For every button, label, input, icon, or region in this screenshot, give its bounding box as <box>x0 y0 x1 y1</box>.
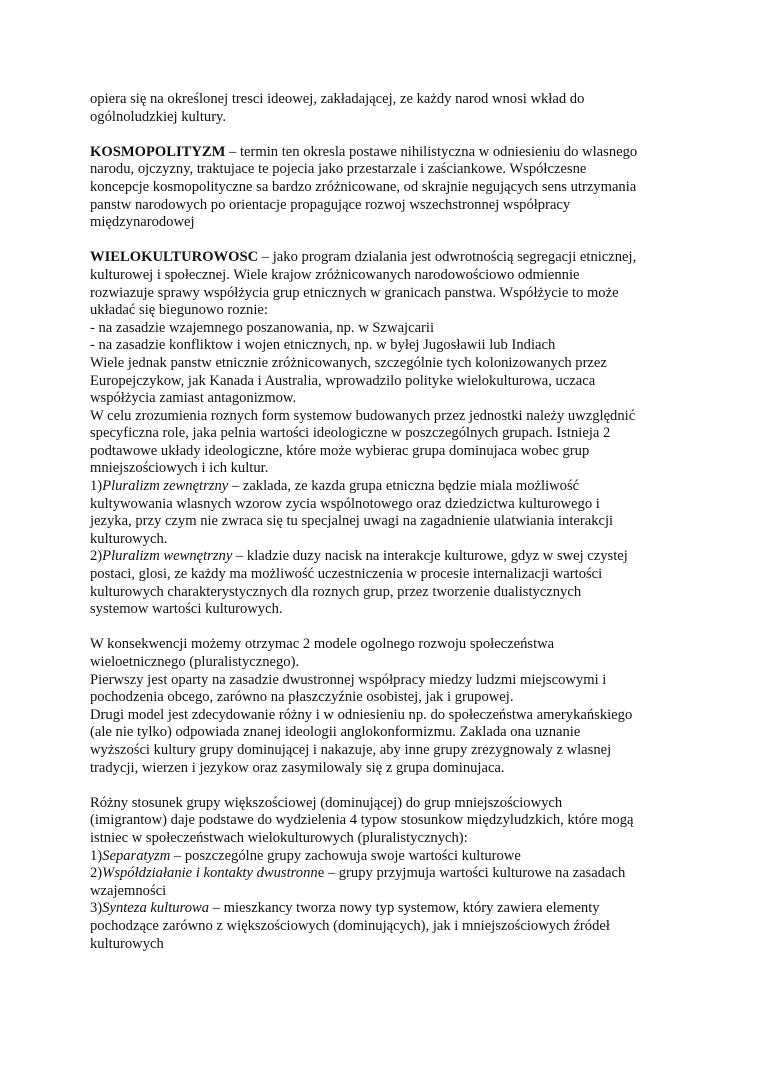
text-line <box>90 672 675 690</box>
text-line <box>90 337 675 355</box>
text-line <box>90 900 675 918</box>
text-line <box>90 390 675 408</box>
text-line <box>90 443 675 461</box>
text-run: 3) <box>90 900 103 917</box>
text-run: wyższości kultury grupy dominującej i nakazuje, aby inne grupy zrezygnowaly z wlasnej <box>90 741 612 758</box>
text-run: 2) <box>90 865 103 882</box>
text-line <box>90 918 675 936</box>
text-run: postaci, glosi, ze każdy ma możliwość uczestniczenia w procesie internalizacji wartości <box>90 566 603 583</box>
text-run: układać się biegunowo roznie: <box>90 302 268 319</box>
text-run: kulturowej i społecznej. Wiele krajow zróżnicowanych narodowościowo odmiennie <box>90 266 580 283</box>
text-run: tradycji, wierzen i jezykow oraz zasymilowaly się z grupa dominujaca. <box>90 759 505 776</box>
text-run: – termin ten okresla postawe nihilistyczna w odniesieniu do wlasnego <box>225 143 638 160</box>
text-line <box>90 267 675 285</box>
text-line <box>90 742 675 760</box>
text-run: kulturowych charakterystycznych dla roznych grup, przez tworzenie dualistycznych <box>90 583 582 600</box>
text-line <box>90 566 675 584</box>
text-line <box>90 320 675 338</box>
text-run: Drugi model jest zdecydowanie różny i w odniesieniu np. do społeczeństwa amerykańskiego <box>90 706 633 723</box>
text-run: rozwiazuje sprawy współżycia grup etnicznych w granicach panstwa. Współżycie to może <box>90 284 619 301</box>
text-line <box>90 636 675 654</box>
text-run: – poszczególne grupy zachowuja swoje wartości kulturowe <box>170 847 521 864</box>
text-run: współżycia zamiast antagonizmow. <box>90 390 297 407</box>
text-line <box>90 373 675 391</box>
text-run: – zaklada, ze kazda grupa etniczna będzie miala możliwość <box>228 478 580 495</box>
text-run: – kladzie duzy nacisk na interakcje kulturowe, gdyz w swej czystej <box>232 548 628 565</box>
text-line <box>90 936 675 954</box>
text-run: Różny stosunek grupy większościowej (dominującej) do grup mniejszościowych <box>90 794 563 811</box>
text-line <box>90 812 675 830</box>
text-run: wieloetnicznego (pluralistycznego). <box>90 654 300 670</box>
blank-line <box>90 619 675 637</box>
text-run: W celu zrozumienia roznych form systemow budowanych przez jednostki należy uwzględnić <box>90 407 636 424</box>
text-line <box>90 214 675 232</box>
italic-term: Pluralizm wewnętrzny <box>102 548 233 565</box>
text-run: narodu, ojczyzny, traktujace te pojecia jako przestarzale i zaściankowe. Współczesne <box>90 161 587 178</box>
text-line <box>90 355 675 373</box>
text-line <box>90 707 675 725</box>
bold-term: KOSMOPOLITYZM <box>90 143 226 160</box>
italic-term: Pluralizm zewnętrzny <box>102 478 229 495</box>
text-run: - na zasadzie konfliktow i wojen etnicznych, np. w byłej Jugosławii lub Indiach <box>90 337 556 354</box>
blank-line <box>90 777 675 795</box>
text-run: – mieszkancy tworza nowy typ systemow, który zawiera elementy <box>209 900 600 917</box>
blank-line <box>90 232 675 250</box>
text-run: – jako program dzialania jest odwrotnością segregacji etnicznej, <box>258 249 637 266</box>
blank-line <box>90 126 675 144</box>
text-run: 1) <box>90 847 103 864</box>
text-line <box>90 109 675 127</box>
text-line <box>90 425 675 443</box>
text-line <box>90 724 675 742</box>
text-run: (imigrantow) daje podstawe do wydzielenia 4 typow stosunkow międzyludzkich, które mogą <box>90 812 634 829</box>
text-run: - na zasadzie wzajemnego poszanowania, np. w Szwajcarii <box>90 319 435 336</box>
text-line <box>90 478 675 496</box>
italic-term: Współdziałanie i kontakty dwustronn <box>102 865 318 882</box>
text-run: kultywowania wlasnych wzorow zycia wspólnotowego oraz dziedzictwa kulturowego i <box>90 495 600 512</box>
text-run: ogólnoludzkiej kultury. <box>90 108 227 125</box>
text-run: panstw narodowych po orientacje propagujące rozwoj wszechstronnej współpracy <box>90 196 571 213</box>
text-run: międzynarodowej <box>90 214 195 231</box>
text-run: 1) <box>90 478 103 495</box>
text-run: (ale nie tylko) odpowiada znanej ideologii anglokonformizmu. Zaklada ona uznanie <box>90 724 581 741</box>
text-line <box>90 144 675 162</box>
text-run: 2) <box>90 548 103 565</box>
text-line <box>90 179 675 197</box>
text-line <box>90 548 675 566</box>
text-run: Wiele jednak panstw etnicznie zróżnicowanych, szczególnie tych kolonizowanych przez <box>90 354 607 371</box>
text-line <box>90 848 675 866</box>
text-line <box>90 654 675 672</box>
text-line <box>90 601 675 619</box>
text-line <box>90 302 675 320</box>
text-run: jezyka, przy czym nie zwraca się tu specjalnej uwagi na zagadnienie ulatwiania interakcji <box>90 513 614 530</box>
text-line <box>90 197 675 215</box>
text-run: pochodzenia obcego, zarówno na płaszczyźnie osobistej, jak i grupowej. <box>90 689 514 706</box>
italic-term: Separatyzm <box>102 847 171 864</box>
text-run: mniejszościowych i ich kultur. <box>90 460 269 477</box>
italic-term: Synteza kulturowa <box>102 900 210 917</box>
text-line <box>90 795 675 813</box>
document-page <box>90 91 675 953</box>
text-run: opiera się na określonej tresci ideowej, zakładającej, ze każdy narod wnosi wkład do <box>90 91 585 107</box>
text-run: podtawowe układy ideologiczne, które może wybierac grupa dominujaca wobec grup <box>90 442 590 459</box>
bold-term: WIELOKULTUROWOSC <box>90 249 259 266</box>
text-run: specyficzna role, jaka pelnia wartości ideologiczne w poszczególnych grupach. Istnieja 2 <box>90 425 611 442</box>
text-run: W konsekwencji możemy otrzymac 2 modele ogolnego rozwoju społeczeństwa <box>90 636 555 653</box>
text-line <box>90 496 675 514</box>
text-run: Europejczykow, jak Kanada i Australia, wprowadzilo polityke wielokulturowa, uczaca <box>90 372 596 389</box>
text-line <box>90 865 675 883</box>
text-line <box>90 830 675 848</box>
text-run: e – grupy przyjmuja wartości kulturowe na zasadach <box>317 865 626 882</box>
text-run: kulturowych <box>90 935 164 952</box>
text-line <box>90 285 675 303</box>
text-line <box>90 513 675 531</box>
text-run: pochodzące zarówno z większościowych (dominujących), jak i mniejszościowych źródeł <box>90 917 610 934</box>
text-line <box>90 460 675 478</box>
text-run: wzajemności <box>90 882 167 899</box>
text-run: istniec w społeczeństwach wielokulturowych (pluralistycznych): <box>90 829 468 846</box>
text-line <box>90 883 675 901</box>
text-line <box>90 161 675 179</box>
text-line <box>90 531 675 549</box>
text-line <box>90 689 675 707</box>
text-line <box>90 584 675 602</box>
text-run: kulturowych. <box>90 530 168 547</box>
text-line <box>90 91 675 109</box>
text-line <box>90 249 675 267</box>
text-run: Pierwszy jest oparty na zasadzie dwustronnej współpracy miedzy ludzmi miejscowymi i <box>90 671 607 688</box>
text-run: systemow wartości kulturowych. <box>90 601 283 618</box>
text-line <box>90 760 675 778</box>
text-run: koncepcje kosmopolityczne sa bardzo zróżnicowane, od skrajnie negujących sens utrzymania <box>90 178 637 195</box>
text-line <box>90 408 675 426</box>
